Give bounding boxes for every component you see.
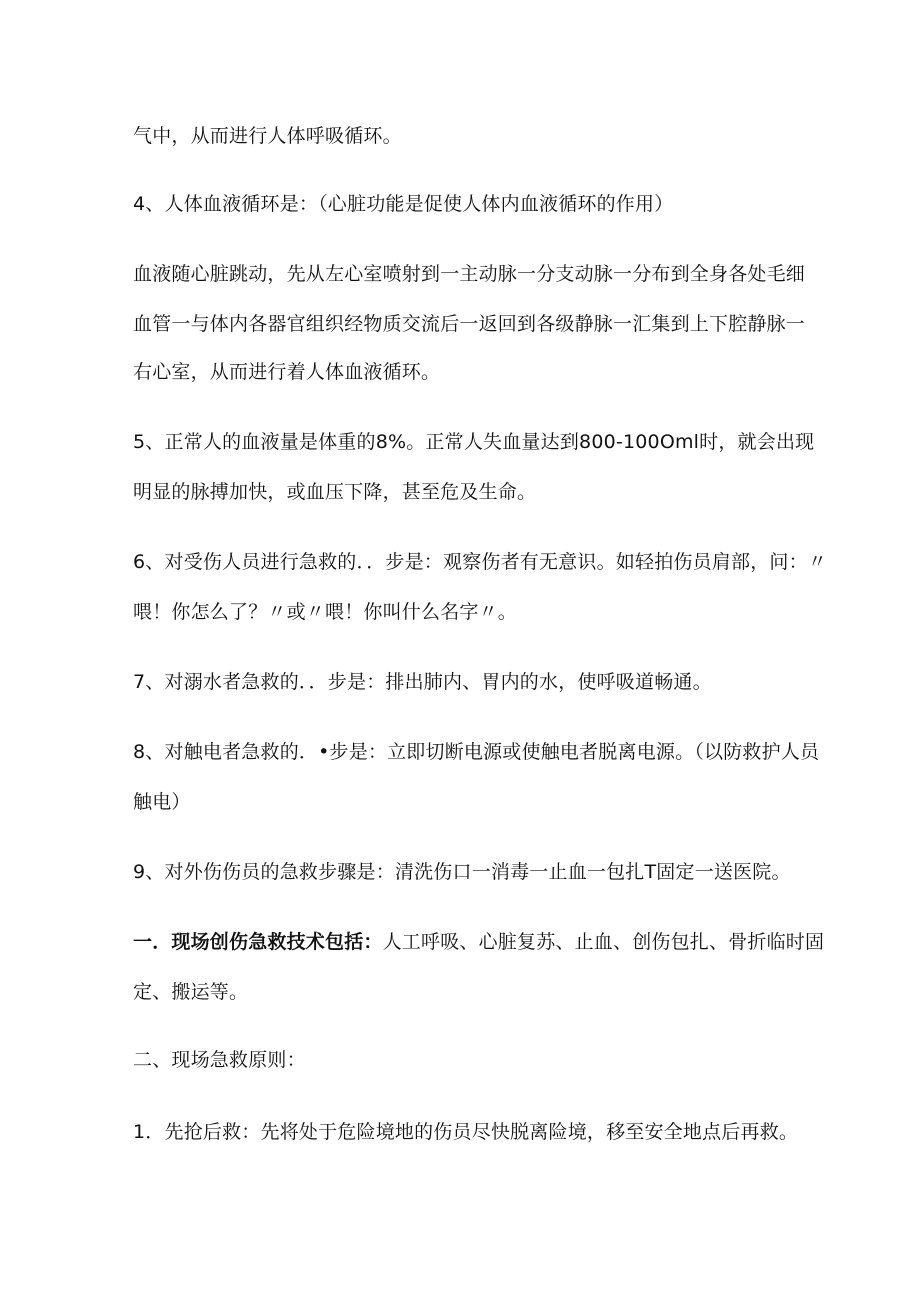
text-line: 血管一与体内各器官组织经物质交流后一返回到各级静脉一汇集到上下腔静脉一 [133,313,806,335]
section-heading-6: 6、对受伤人员进行急救的．．步是：观察伤者有无意识。如轻拍伤员肩部，问：〃 [133,551,827,573]
text-line: 触电） [133,791,191,813]
section-heading-4: 4、人体血液循环是：（心脏功能是促使人体内血液循环的作用） [133,193,674,215]
text-line: 右心室，从而进行着人体血液循环。 [133,361,441,383]
text-line: 定、搬运等。 [133,981,249,1003]
text-line: 明显的脉搏加快，或血压下降，甚至危及生命。 [133,481,537,503]
list-item-1: 1．先抢后救：先将处于危险境地的伤员尽快脱离险境，移至安全地点后再救。 [133,1121,799,1143]
section-heading-first-aid-techniques [133,930,824,954]
section-heading-8: 8、对触电者急救的．•步是：立即切断电源或使触电者脱离电源。（以防救护人员 [133,741,820,763]
section-heading-7: 7、对溺水者急救的．．步是：排出肺内、胃内的水，使呼吸道畅通。 [133,671,712,693]
section-heading-5: 5、正常人的血液量是体重的8%。正常人失血量达到800-100Oml时，就会出现 [133,431,815,453]
section-heading-9: 9、对外伤伤员的急救步骤是：清洗伤口一消毒一止血一包扎T固定一送医院。 [133,861,791,883]
bold-heading-text: 一．现场创伤急救技术包括： [133,931,383,953]
heading-rest-text: 人工呼吸、心脏复苏、止血、创伤包扎、骨折临时固 [382,931,825,953]
text-line: 气中，从而进行人体呼吸循环。 [133,125,402,147]
text-line: 喂！你怎么了？〃或〃喂！你叫什么名字〃。 [133,601,518,623]
text-line: 血液随心脏跳动，先从左心室喷射到一主动脉一分支动脉一分布到全身各处毛细 [133,263,806,285]
section-heading-principles: 二、现场急救原则： [133,1049,306,1071]
